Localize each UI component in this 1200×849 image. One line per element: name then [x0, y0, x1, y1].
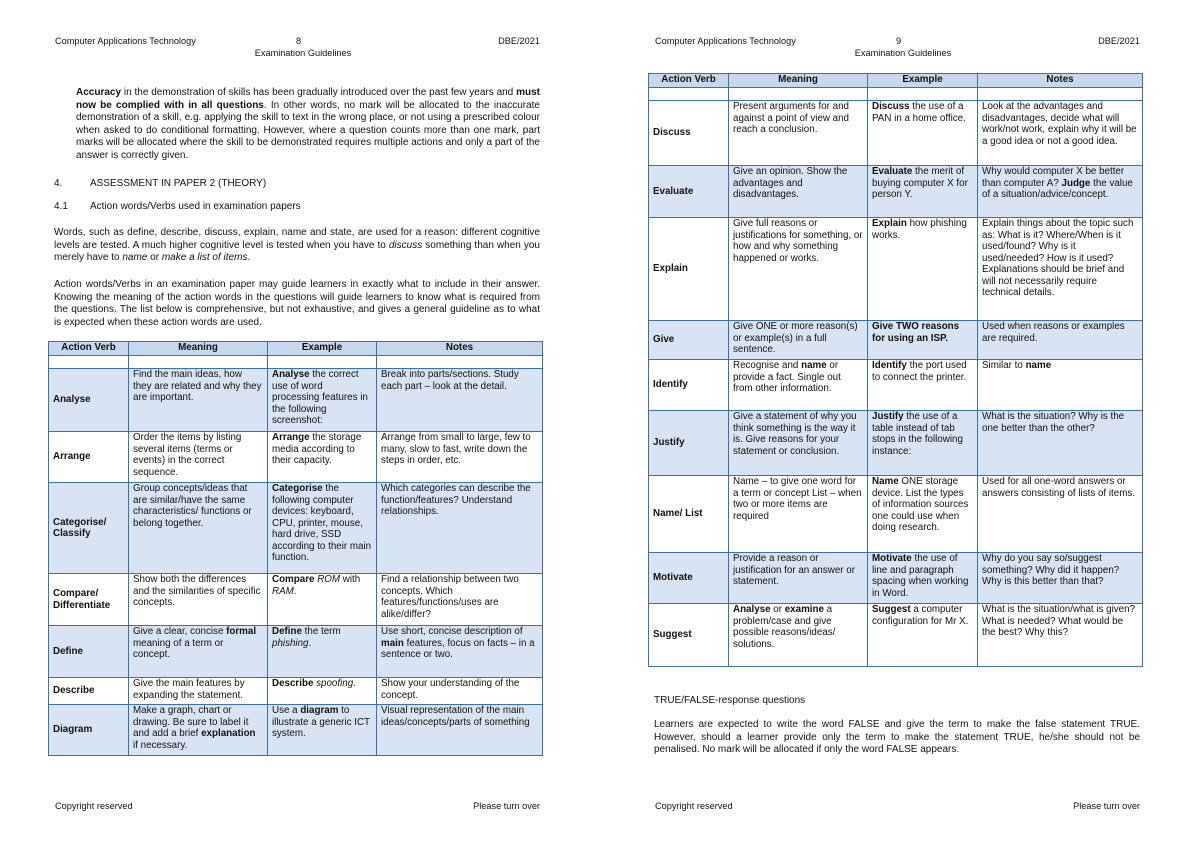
notes-cell: Use short, concise description of main features, focus on facts – in a sentence or two. [377, 626, 543, 678]
verb-cell: Motivate [649, 553, 729, 604]
accuracy-paragraph: Accuracy in the demonstration of skills has been gradually introduced over the past few years and must now be complied with in all questions. In other words, no mark will be allocated to the inaccurate demonstration of a skill, e.g. applying the skill to text in the wrong place, or not using a prescribed colour when asked to do conditional formatting. However, where a question counts more than one mark, part marks will be allocated where the skill to be demonstrated requires multiple actions and only a part of the answer is correctly given. [76, 87, 540, 161]
meaning-cell: Give full reasons or justifications for something, or how and why something happened or works. [729, 218, 868, 321]
example-cell: Define the term phishing. [268, 626, 377, 678]
section-heading-4-1: 4.1 Action words/Verbs used in examination papers [54, 201, 301, 212]
example-cell: Identify the port used to connect the printer. [868, 360, 978, 411]
meaning-cell: Analyse or examine a problem/case and give possible reasons/ideas/ solutions. [729, 604, 868, 667]
col-header-meaning: Meaning [729, 74, 868, 88]
truefalse-paragraph: Learners are expected to write the word FALSE and give the term to make the false statement TRUE. However, should a learner provide only the term to make the statement TRUE, he/she should not be penalised. No mark will be allocated if only the word FALSE appears. [654, 719, 1140, 756]
meaning-cell: Make a graph, chart or drawing. Be sure to label it and add a brief explanation if necessary. [129, 705, 268, 756]
meaning-cell: Show both the differences and the similarities of specific concepts. [129, 574, 268, 626]
header-subtitle: Examination Guidelines [254, 48, 352, 58]
table-row-describe [49, 678, 543, 705]
footer-turn-over: Please turn over [1073, 801, 1140, 811]
meaning-cell: Give a clear, concise formal meaning of a term or concept. [129, 626, 268, 678]
verb-cell: Justify [649, 411, 729, 476]
col-header-verb: Action Verb [649, 74, 729, 88]
footer-copyright: Copyright reserved [55, 801, 133, 811]
example-cell: Explain how phishing works. [868, 218, 978, 321]
example-cell: Give TWO reasons for using an ISP. [868, 321, 978, 360]
table-row-define [49, 626, 543, 678]
table-row-motivate [649, 553, 1143, 604]
verb-cell: Explain [649, 218, 729, 321]
meaning-cell: Group concepts/ideas that are similar/have the same characteristics/ functions or belong together. [129, 483, 268, 574]
verb-cell: Discuss [649, 101, 729, 166]
example-cell: Motivate the use of line and paragraph spacing when working in Word. [868, 553, 978, 604]
verb-cell: Suggest [649, 604, 729, 667]
example-cell: Analyse the correct use of word processing features in the following screenshot: [268, 369, 377, 432]
table-row-compare [49, 574, 543, 626]
notes-cell: What is the situation/what is given? What is needed? What would be the best? Why this? [978, 604, 1143, 667]
col-header-meaning: Meaning [129, 342, 268, 356]
verb-cell: Compare/ Differentiate [49, 574, 129, 626]
footer-copyright: Copyright reserved [655, 801, 733, 811]
footer-turn-over: Please turn over [473, 801, 540, 811]
table-row-give [649, 321, 1143, 360]
header-code: DBE/2021 [498, 36, 540, 46]
meaning-cell: Name – to give one word for a term or concept List – when two or more items are required [729, 476, 868, 553]
col-header-example: Example [268, 342, 377, 356]
meaning-cell: Find the main ideas, how they are related and why they are important. [129, 369, 268, 432]
section-heading-4: 4. ASSESSMENT IN PAPER 2 (THEORY) [54, 178, 267, 189]
table-row-arrange [49, 432, 543, 483]
notes-cell: Visual representation of the main ideas/concepts/parts of something [377, 705, 543, 756]
verb-cell: Give [649, 321, 729, 360]
table-row-discuss [649, 101, 1143, 166]
page-9 [600, 0, 1200, 849]
notes-cell: Look at the advantages and disadvantages, decide what will work/not work, explain why it will be a good idea or not a good idea. [978, 101, 1143, 166]
table-row-categorise [49, 483, 543, 574]
table-header-row [49, 342, 543, 356]
spacer-row [649, 88, 1143, 101]
header-page-number: 9 [896, 36, 902, 46]
spacer-row [49, 356, 543, 369]
meaning-cell: Recognise and name or provide a fact. Single out from other information. [729, 360, 868, 411]
header-subject: Computer Applications Technology [655, 36, 796, 46]
table-header-row [649, 74, 1143, 88]
meaning-cell: Provide a reason or justification for an answer or statement. [729, 553, 868, 604]
notes-cell: Why do you say so/suggest something? Why did it happen? Why is this better than that? [978, 553, 1143, 604]
guidance-paragraph: Action words/Verbs in an examination paper may guide learners in exactly what to include in their answer. Knowing the meaning of the action words in the questions will guide learners to know what is required from the questions. The list below is comprehensive, but not exhaustive, and gives a general guideline as to what is expected when these action words are used. [54, 279, 540, 328]
verb-cell: Define [49, 626, 129, 678]
truefalse-heading: TRUE/FALSE-response questions [654, 695, 806, 706]
verb-cell: Categorise/ Classify [49, 483, 129, 574]
meaning-cell: Order the items by listing several items (terms or events) in the correct sequence. [129, 432, 268, 483]
action-verbs-table-left [48, 341, 543, 756]
example-cell: Arrange the storage media according to their capacity. [268, 432, 377, 483]
action-verbs-table-right [648, 73, 1143, 667]
example-cell: Suggest a computer configuration for Mr X. [868, 604, 978, 667]
verb-cell: Identify [649, 360, 729, 411]
example-cell: Use a diagram to illustrate a generic ICT system. [268, 705, 377, 756]
meaning-cell: Give a statement of why you think something is the way it is. Give reasons for your statement or conclusion. [729, 411, 868, 476]
notes-cell: Arrange from small to large, few to many, slow to fast, write down the steps in order, etc. [377, 432, 543, 483]
table-row-evaluate [649, 166, 1143, 218]
example-cell: Justify the use of a table instead of tab stops in the following instance: [868, 411, 978, 476]
col-header-notes: Notes [978, 74, 1143, 88]
meaning-cell: Give the main features by expanding the statement. [129, 678, 268, 705]
verb-cell: Evaluate [649, 166, 729, 218]
example-cell: Discuss the use of a PAN in a home office. [868, 101, 978, 166]
notes-cell: Break into parts/sections. Study each part – look at the detail. [377, 369, 543, 432]
meaning-cell: Give an opinion. Show the advantages and disadvantages. [729, 166, 868, 218]
verb-cell: Name/ List [649, 476, 729, 553]
table-row-explain [649, 218, 1143, 321]
header-page-number: 8 [296, 36, 302, 46]
verb-cell: Describe [49, 678, 129, 705]
notes-cell: Find a relationship between two concepts. Which features/functions/uses are alike/differ? [377, 574, 543, 626]
table-row-analyse [49, 369, 543, 432]
verb-cell: Diagram [49, 705, 129, 756]
notes-cell: Why would computer X be better than computer A? Judge the value of a situation/advice/concept. [978, 166, 1143, 218]
table-row-justify [649, 411, 1143, 476]
meaning-cell: Give ONE or more reason(s) or example(s) in a full sentence. [729, 321, 868, 360]
header-subtitle: Examination Guidelines [854, 48, 952, 58]
example-cell: Compare ROM with RAM. [268, 574, 377, 626]
col-header-notes: Notes [377, 342, 543, 356]
col-header-verb: Action Verb [49, 342, 129, 356]
header-subject: Computer Applications Technology [55, 36, 196, 46]
notes-cell: Used when reasons or examples are required. [978, 321, 1143, 360]
action-words-paragraph: Words, such as define, describe, discuss, explain, name and state, are used for a reason: different cognitive levels are tested. A much higher cognitive level is tested when you have to discuss something than when you merely have to name or make a list of items. [54, 227, 540, 264]
example-cell: Describe spoofing. [268, 678, 377, 705]
notes-cell: Used for all one-word answers or answers consisting of lists of items. [978, 476, 1143, 553]
example-cell: Evaluate the merit of buying computer X for person Y. [868, 166, 978, 218]
example-cell: Name ONE storage device. List the types of information sources one could use when doing research. [868, 476, 978, 553]
meaning-cell: Present arguments for and against a point of view and reach a conclusion. [729, 101, 868, 166]
example-cell: Categorise the following computer devices: keyboard, CPU, printer, mouse, hard drive, SSD according to their main function. [268, 483, 377, 574]
table-row-diagram [49, 705, 543, 756]
notes-cell: Show your understanding of the concept. [377, 678, 543, 705]
notes-cell: Which categories can describe the function/features? Understand relationships. [377, 483, 543, 574]
header-code: DBE/2021 [1098, 36, 1140, 46]
notes-cell: What is the situation? Why is the one better than the other? [978, 411, 1143, 476]
verb-cell: Analyse [49, 369, 129, 432]
notes-cell: Explain things about the topic such as: What is it? Where/When is it used/found? Why is it used/needed? How is it used? Explanations should be brief and will not necessarily require technical details. [978, 218, 1143, 321]
verb-cell: Arrange [49, 432, 129, 483]
table-row-identify [649, 360, 1143, 411]
notes-cell: Similar to name [978, 360, 1143, 411]
table-row-name-list [649, 476, 1143, 553]
col-header-example: Example [868, 74, 978, 88]
table-row-suggest [649, 604, 1143, 667]
